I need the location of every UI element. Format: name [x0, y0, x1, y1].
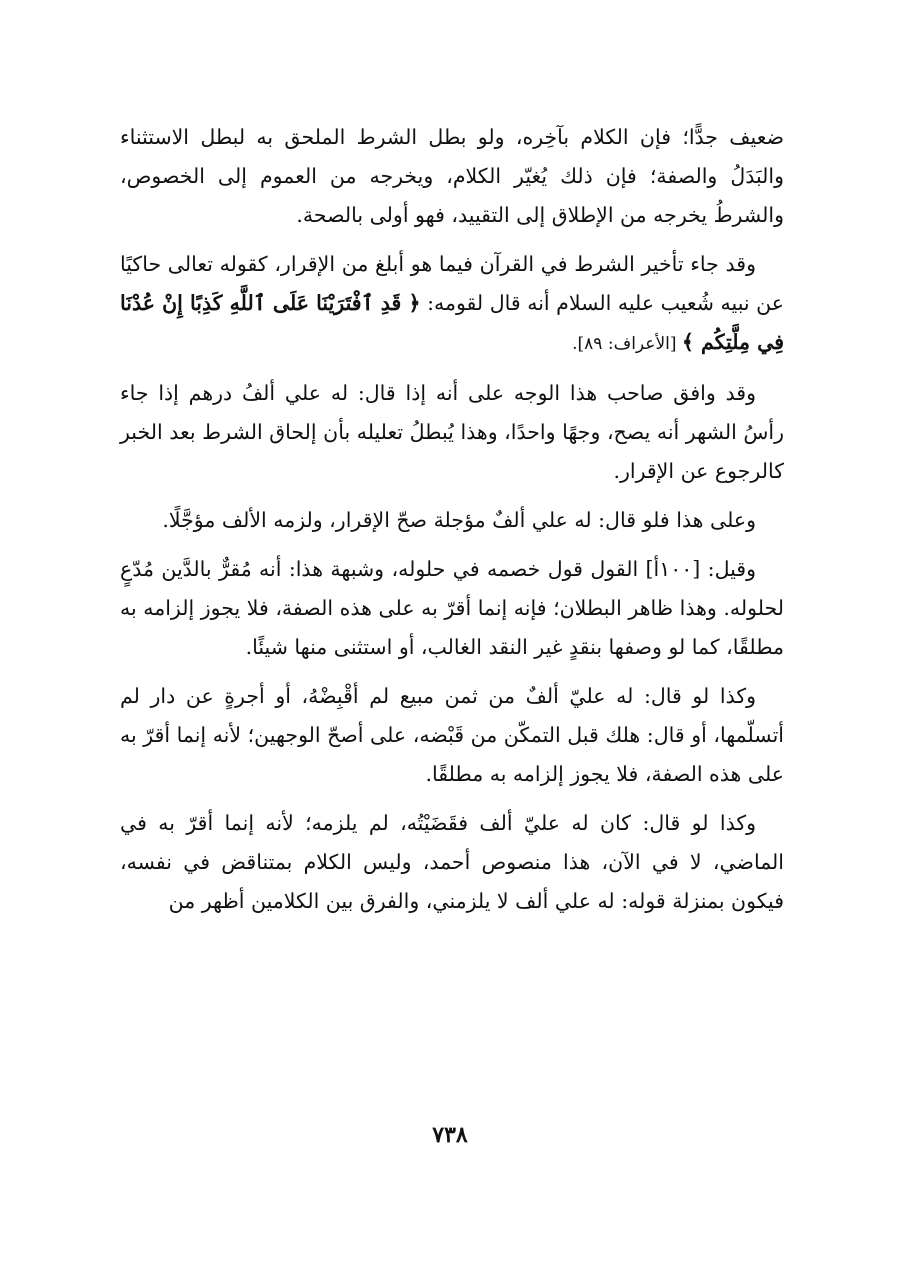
- quran-verse: ﴿ قَدِ ٱفْتَرَيْنَا عَلَى ٱللَّهِ كَذِبًا إِنْ عُدْنَا فِي مِلَّتِكُم ﴾: [120, 291, 784, 354]
- verse-reference: [الأعراف: ٨٩].: [572, 334, 682, 354]
- paragraph-1: ضعيف جدًّا؛ فإن الكلام بآخِره، ولو بطل الشرط الملحق به لبطل الاستثناء والبَدَلُ والصفة؛ فإن ذلك يُغيّر الكلام، ويخرجه من العموم إلى الخصوص، والشرطُ يخرجه من الإطلاق إلى التقييد، فهو أولى بالصحة.: [120, 125, 784, 227]
- page-number: ٧٣٨: [432, 1122, 468, 1148]
- page-body: [120, 118, 784, 931]
- paragraph-2-text: وقد جاء تأخير الشرط في القرآن فيما هو أبلغ من الإقرار، كقوله تعالى حاكيًا عن نبيه شُعيب عليه السلام أنه قال لقومه:: [120, 252, 784, 315]
- paragraph-6: وكذا لو قال: له عليّ ألفٌ من ثمن مبيع لم أقْبِضْهُ، أو أجرةٍ عن دار لم أتسلّمها، أو قال: هلك قبل التمكّن من قَبْضه، على أصحّ الوجهين؛ لأنه إنما أقرّ به على هذه الصفة، فلا يجوز إلزامه به مطلقًا.: [120, 684, 784, 786]
- paragraph-7: وكذا لو قال: كان له عليّ ألف فقَضَيْتُه، لم يلزمه؛ لأنه إنما أقرّ به في الماضي، لا في الآن، هذا منصوص أحمد، وليس الكلام بمتناقض في نفسه، فيكون بمنزلة قوله: له علي ألف لا يلزمني، والفرق بين الكلامين أظهر من: [120, 811, 784, 913]
- paragraph-4: وعلى هذا فلو قال: له علي ألفٌ مؤجلة صحّ الإقرار، ولزمه الألف مؤجَّلًا.: [162, 508, 756, 532]
- paragraph-5: وقيل: [١٠٠أ] القول قول خصمه في حلوله، وشبهة هذا: أنه مُقرٌّ بالدَّين مُدّعٍ لحلوله. وهذا ظاهر البطلان؛ فإنه إنما أقرّ به على هذه الصفة، فلا يجوز إلزامه به مطلقًا، كما لو وصفها بنقدٍ غير النقد الغالب، أو استثنى منها شيئًا.: [120, 557, 784, 659]
- paragraph-3: وقد وافق صاحب هذا الوجه على أنه إذا قال: له علي ألفُ درهم إذا جاء رأسُ الشهر أنه يصح، وجهًا واحدًا، وهذا يُبطلُ تعليله بأن إلحاق الشرط بعد الخبر كالرجوع عن الإقرار.: [120, 381, 784, 483]
- paragraph-2: [120, 245, 784, 364]
